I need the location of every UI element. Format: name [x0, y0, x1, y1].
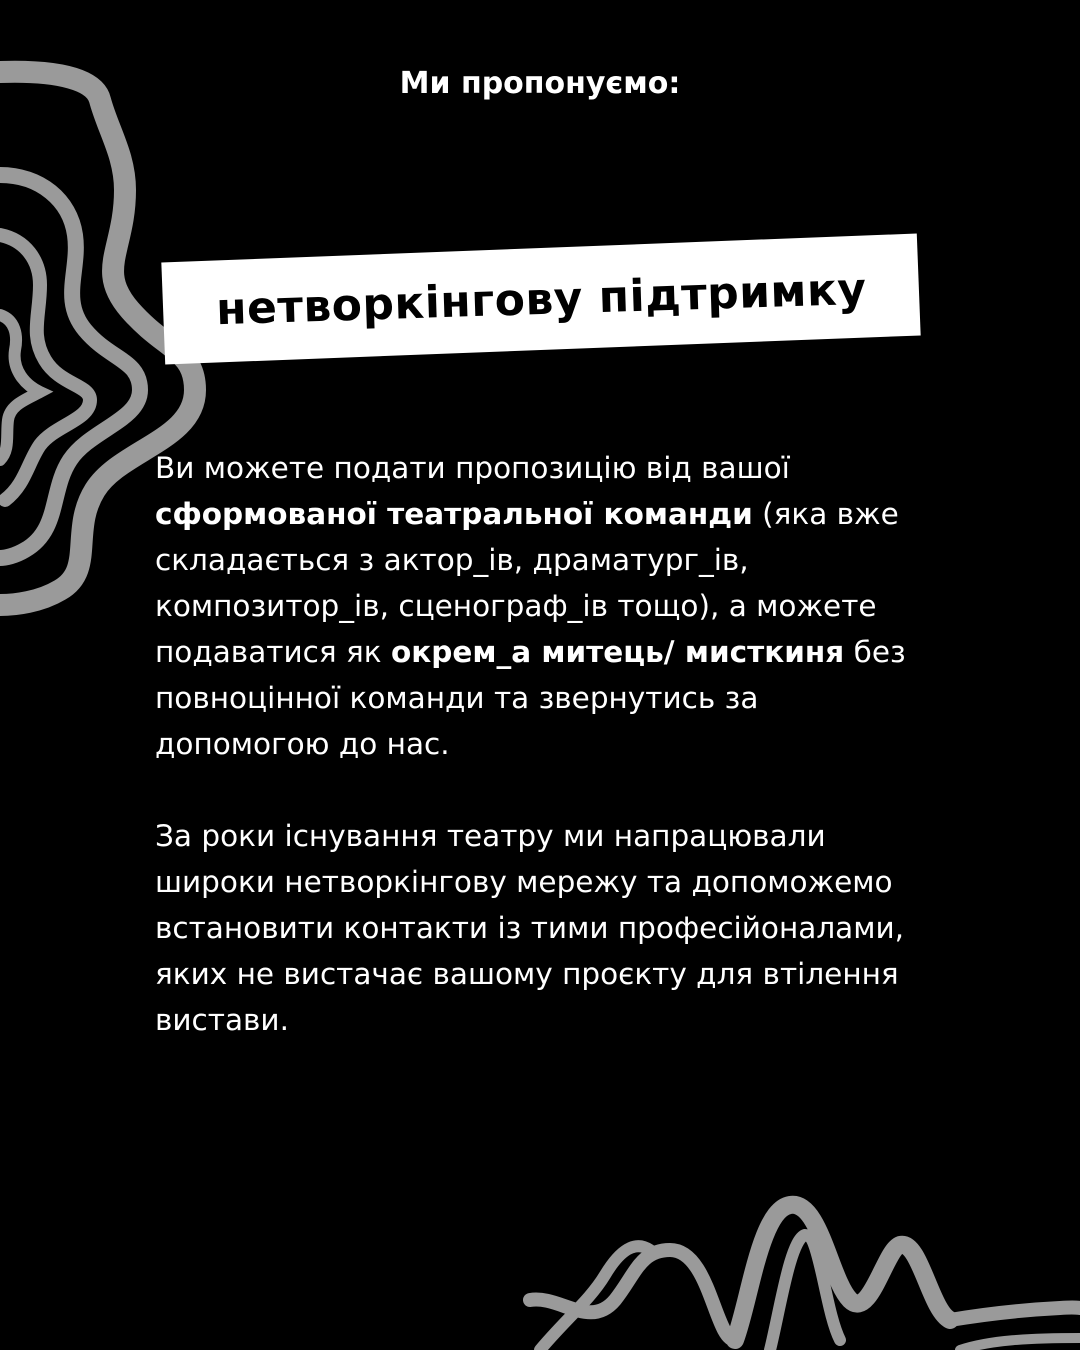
paragraph-team-proposal — [155, 445, 925, 767]
paragraph-networking: За роки існування театру ми напрацювали широки нетворкінгову мережу та допоможемо встановити контакти із тими професійоналами, яких не вистачає вашому проєкту для втілення вистави. — [155, 819, 905, 1037]
paragraph-1-end: без повноцінної команди та звернутись за допомогою до нас. — [155, 635, 906, 761]
banner-label: нетворкінгову підтримку — [215, 263, 867, 335]
paragraph-1-middle: (яка вже складається з актор_ів, драматург_ів, композитор_ів, сценограф_ів тощо), а можете подаватися як — [155, 497, 899, 669]
paragraph-1-bold-team: сформованої театральної команди — [155, 497, 753, 531]
paragraph-1-bold-artist: окрем_а митець/ мисткиня — [390, 635, 845, 669]
body-text — [155, 445, 925, 1043]
paragraph-1-intro: Ви можете подати пропозицію від вашої — [155, 451, 790, 485]
section-heading: Ми пропонуємо: — [399, 66, 681, 101]
highlight-banner — [161, 234, 920, 365]
wavy-stripes-decoration-bottom — [520, 1190, 1080, 1350]
